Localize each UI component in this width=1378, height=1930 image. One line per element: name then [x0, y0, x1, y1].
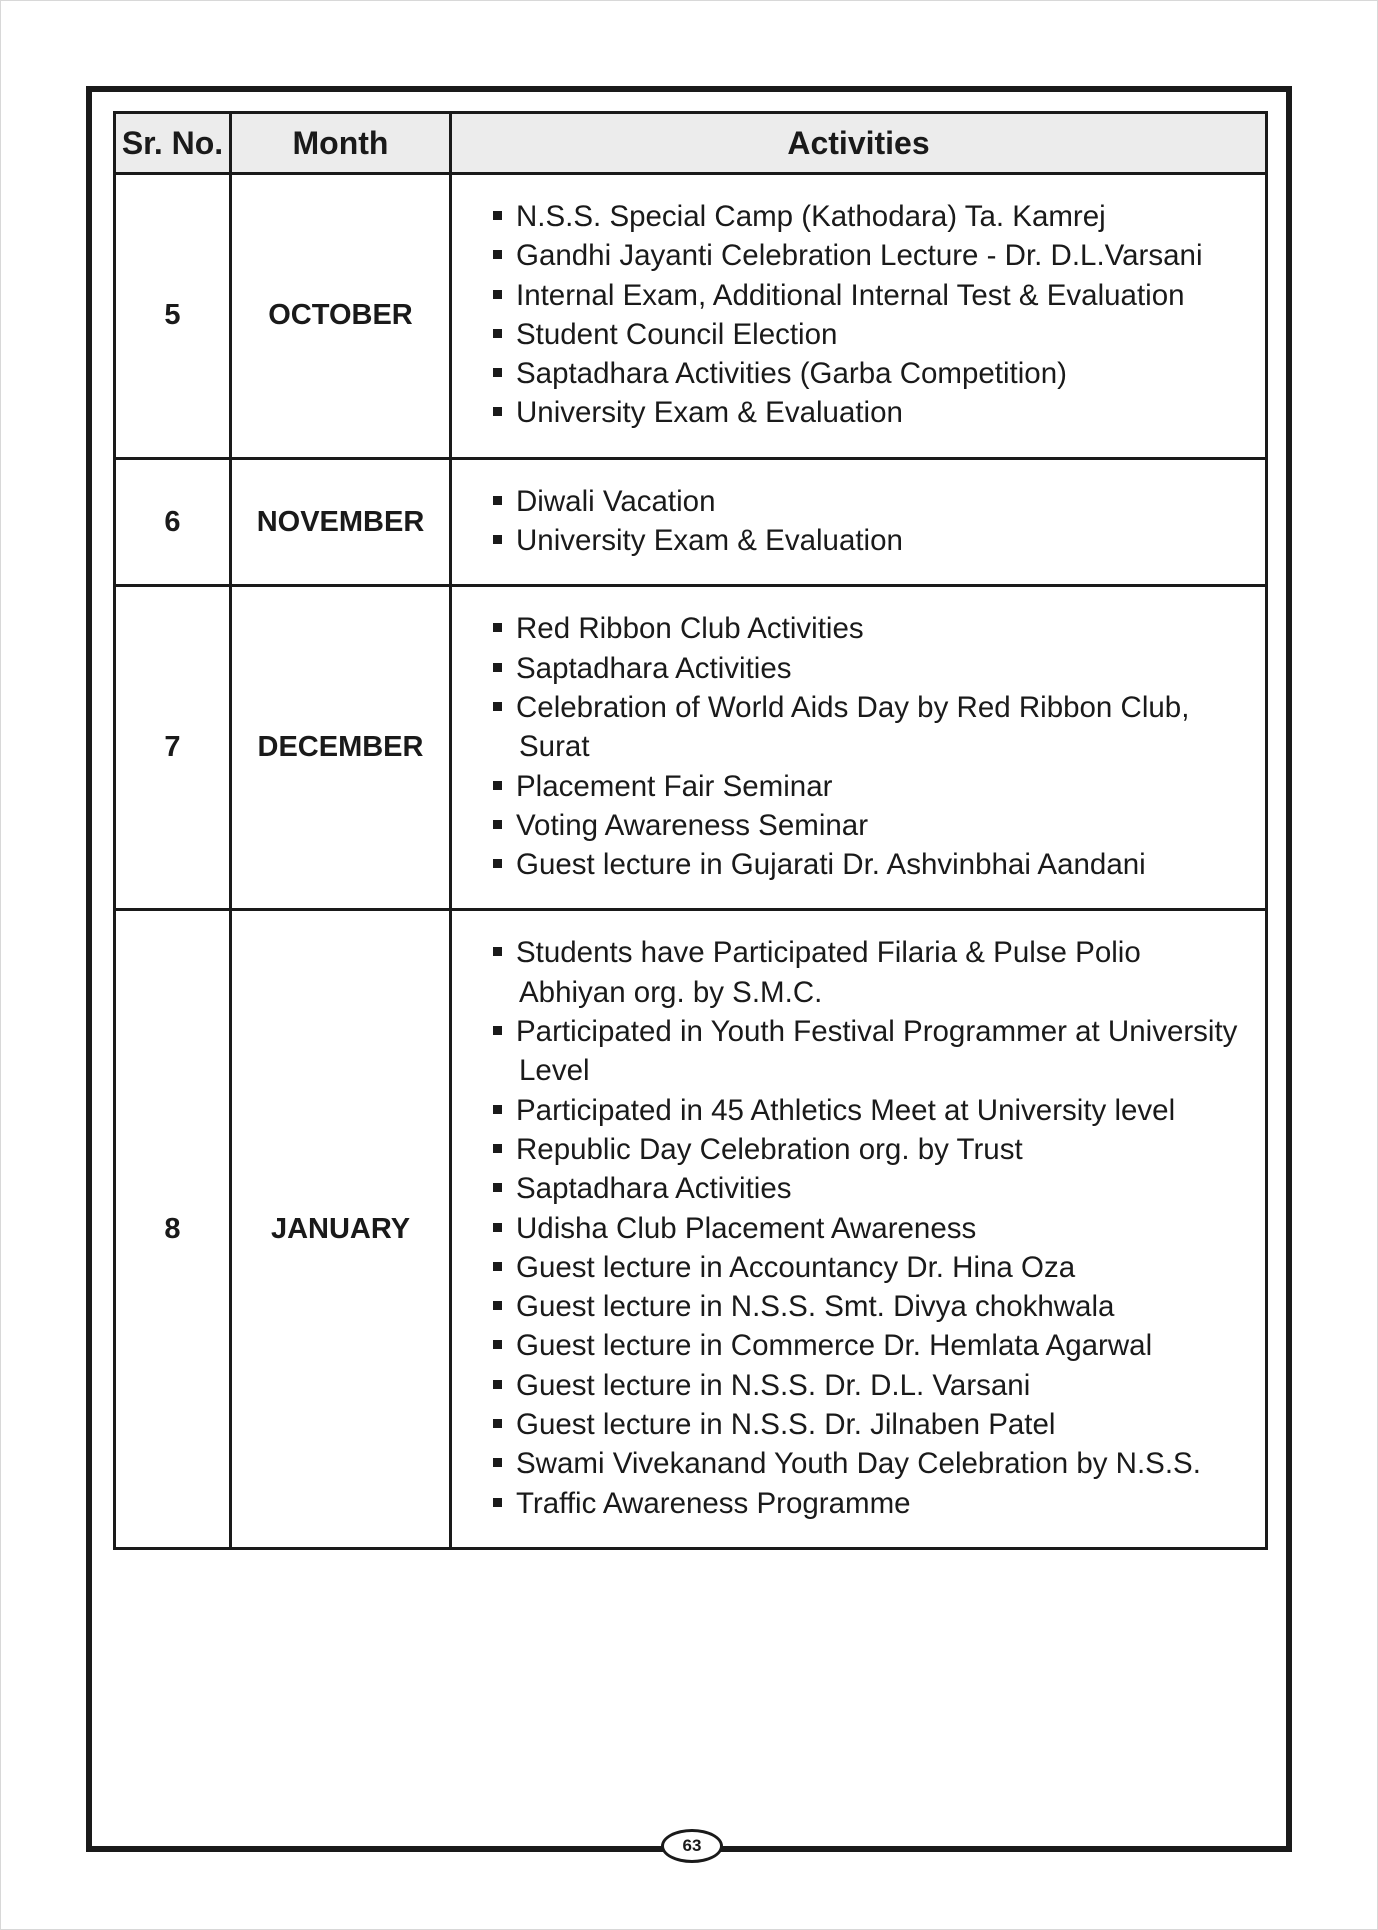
activities-cell: [451, 586, 1267, 910]
activity-text: Gandhi Jayanti Celebration Lecture - Dr. D.L.Varsani: [516, 239, 1203, 273]
activity-text: Participated in 45 Athletics Meet at University level: [516, 1093, 1176, 1127]
activities-cell: [451, 458, 1267, 586]
activity-item: [500, 1248, 1265, 1287]
sr-no-cell: 6: [115, 458, 231, 586]
activity-text: N.S.S. Special Camp (Kathodara) Ta. Kamrej: [516, 200, 1106, 233]
activity-item: [500, 1169, 1265, 1208]
activity-text: University Exam & Evaluation: [516, 396, 903, 430]
activity-text: Students have Participated Filaria & Pulse Polio: [516, 936, 1141, 970]
activity-text: Republic Day Celebration org. by Trust: [516, 1132, 1023, 1166]
activities-schedule-table: [113, 111, 1268, 1550]
month-cell: OCTOBER: [231, 174, 451, 459]
activity-item: [500, 1012, 1265, 1091]
header-activities: Activities: [451, 113, 1267, 174]
activity-item: [500, 1326, 1265, 1365]
activity-text-continued: Abhiyan org. by S.M.C.: [519, 975, 823, 1009]
activity-item: [500, 806, 1265, 845]
sr-no-cell: 7: [115, 586, 231, 910]
month-cell: JANUARY: [231, 910, 451, 1548]
activity-item: [500, 315, 1265, 354]
activity-item: [500, 1366, 1265, 1405]
activity-text-continued: Surat: [519, 730, 590, 764]
activity-item: [500, 1209, 1265, 1248]
table-row: [115, 458, 1267, 586]
activity-item: [500, 767, 1265, 806]
page-number: 63: [661, 1829, 723, 1863]
activity-item: [500, 1091, 1265, 1130]
table-row: [115, 174, 1267, 459]
activity-text: Internal Exam, Additional Internal Test & Evaluation: [516, 278, 1185, 312]
activity-list: [452, 933, 1265, 1522]
activity-text: Guest lecture in N.S.S. Smt. Divya chokhwala: [516, 1290, 1115, 1324]
activity-text: Diwali Vacation: [516, 484, 716, 518]
activity-list: [452, 197, 1265, 433]
activity-list: [452, 609, 1265, 884]
activity-item: [500, 1405, 1265, 1444]
activity-text: Participated in Youth Festival Programmer at University: [516, 1015, 1238, 1049]
sr-no-cell: 8: [115, 910, 231, 1548]
activity-list: [452, 482, 1265, 561]
activity-item: [500, 609, 1265, 648]
table-row: [115, 910, 1267, 1548]
sr-no-cell: 5: [115, 174, 231, 459]
activity-item: [500, 1130, 1265, 1169]
activity-item: [500, 521, 1265, 560]
activity-text: Voting Awareness Seminar: [516, 808, 869, 842]
activity-text: Guest lecture in Gujarati Dr. Ashvinbhai Aandani: [516, 848, 1146, 882]
activity-text: Swami Vivekanand Youth Day Celebration by N.S.S.: [516, 1447, 1201, 1481]
activity-item: [500, 393, 1265, 432]
activity-text-continued: Level: [519, 1054, 590, 1088]
activity-item: [500, 845, 1265, 884]
activities-cell: [451, 174, 1267, 459]
activity-text: Celebration of World Aids Day by Red Ribbon Club,: [516, 690, 1190, 724]
activity-text: Guest lecture in Commerce Dr. Hemlata Agarwal: [516, 1329, 1153, 1363]
activity-text: Guest lecture in N.S.S. Dr. D.L. Varsani: [516, 1368, 1031, 1402]
activity-text: Saptadhara Activities: [516, 1172, 792, 1206]
activity-item: [500, 197, 1265, 236]
activity-item: [500, 236, 1265, 275]
activity-text: Red Ribbon Club Activities: [516, 612, 864, 646]
header-month: Month: [231, 113, 451, 174]
header-sr-no: Sr. No.: [115, 113, 231, 174]
table-row: [115, 586, 1267, 910]
activity-item: [500, 649, 1265, 688]
activity-text: Student Council Election: [516, 317, 838, 351]
activities-cell: [451, 910, 1267, 1548]
activity-text: Saptadhara Activities (Garba Competition): [516, 357, 1067, 391]
month-cell: DECEMBER: [231, 586, 451, 910]
activity-item: [500, 688, 1265, 767]
activity-text: Placement Fair Seminar: [516, 769, 833, 803]
activity-item: [500, 1287, 1265, 1326]
table-header-row: [115, 113, 1267, 174]
activity-item: [500, 1484, 1265, 1523]
month-cell: NOVEMBER: [231, 458, 451, 586]
activity-text: University Exam & Evaluation: [516, 524, 903, 558]
activity-item: [500, 1444, 1265, 1483]
activity-text: Saptadhara Activities: [516, 651, 792, 685]
activity-item: [500, 482, 1265, 521]
activity-item: [500, 354, 1265, 393]
activity-item: [500, 933, 1265, 1012]
activity-item: [500, 276, 1265, 315]
table-body: [115, 174, 1267, 1549]
activity-text: Traffic Awareness Programme: [516, 1486, 911, 1520]
activity-text: Udisha Club Placement Awareness: [516, 1211, 977, 1245]
activity-text: Guest lecture in N.S.S. Dr. Jilnaben Patel: [516, 1408, 1056, 1442]
activity-text: Guest lecture in Accountancy Dr. Hina Oza: [516, 1250, 1076, 1284]
